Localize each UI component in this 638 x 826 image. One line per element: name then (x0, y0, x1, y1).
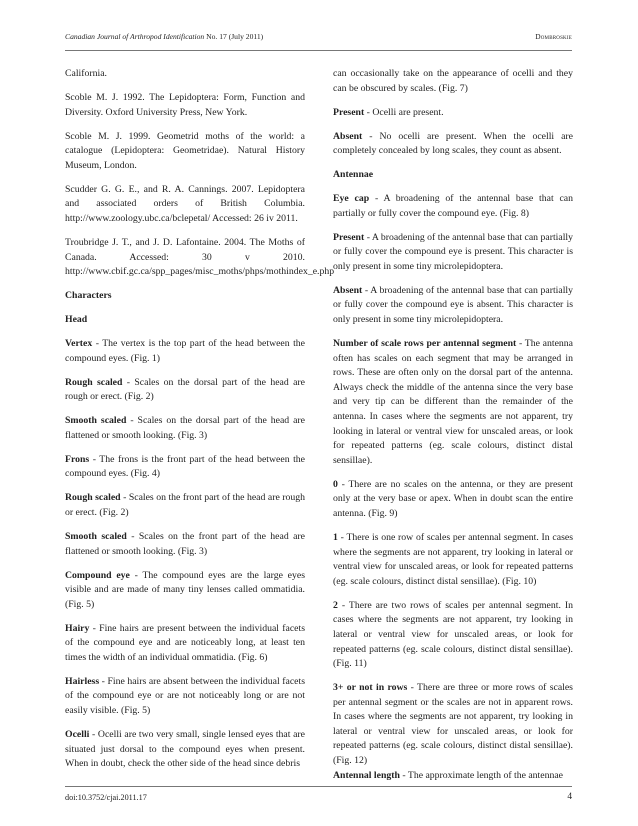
term: Hairy (65, 622, 90, 634)
paragraph (65, 530, 305, 559)
paragraph (65, 675, 305, 719)
paragraph-text: - No ocelli are present. When the ocelli are completely concealed by long scales, they count as absent. (333, 130, 573, 157)
term: Absent (333, 130, 363, 142)
paragraph (333, 168, 573, 183)
paragraph (65, 337, 305, 366)
paragraph (333, 106, 573, 121)
paragraph (65, 414, 305, 443)
paragraph (65, 622, 305, 666)
paragraph (65, 569, 305, 613)
paragraph (333, 599, 573, 672)
paragraph-text: - The vertex is the top part of the head between the compound eyes. (Fig. 1) (65, 338, 305, 364)
paragraph-text: - Fine hairs are absent between the individual facets of the compound eye or are not noticeably long or are not easily visible. (Fig. 5) (65, 675, 305, 717)
paragraph (65, 91, 305, 120)
paragraph-text: - Ocelli are two very small, single lensed eyes that are situated just dorsal to the compound eyes when present. When in doubt, check the other side of the head since debris (65, 729, 305, 770)
term: Head (65, 314, 88, 326)
term: Vertex (65, 338, 93, 350)
journal-issue: No. 17 (July 2011) (206, 32, 264, 41)
paragraph (333, 192, 573, 221)
paragraph-text: - Scales on the dorsal part of the head are flattened or smooth looking. (Fig. 3) (65, 415, 305, 441)
paragraph-text: - A broadening of the antennal base that can partially or fully cover the compound eye. (Fig. 8) (333, 193, 573, 219)
paragraph-text: - Scales on the front part of the head are rough or erect. (Fig. 2) (65, 492, 306, 518)
page-number: 4 (567, 792, 572, 802)
term: Compound eye (65, 569, 130, 581)
paragraph (65, 289, 305, 304)
paragraph-text: Scudder G. G. E., and R. A. Cannings. 2007. Lepidoptera and associated orders of British Columbia. http://www.zoology.ubc.ca/bclepetal/ Accessed: 26 iv 2011. (65, 183, 305, 224)
paragraph-text: - There are three or more rows of scales per antennal segment or the scales are not in apparent rows. In cases where the segments are not apparent, try looking in lateral or ventral view for unscaled areas, or look for repeated patterns (eg. scale colours, distinct distal sensillae). (Fig. 12) (333, 682, 573, 767)
paragraph (333, 769, 573, 784)
paragraph (65, 183, 305, 227)
paragraph (65, 130, 305, 174)
paragraph (65, 728, 305, 772)
paragraph (65, 67, 305, 82)
paragraph-text: Scoble M. J. 1992. The Lepidoptera: Form, Function and Diversity. Oxford University Press, New York. (65, 91, 305, 118)
footer-rule (65, 786, 572, 787)
term: 2 (333, 599, 338, 611)
term: 1 (333, 531, 338, 543)
running-header (65, 32, 572, 44)
term: Smooth scaled (65, 530, 127, 542)
paragraph-text: - The frons is the front part of the head between the compound eyes. (Fig. 4) (65, 453, 305, 480)
paragraph (333, 231, 573, 275)
term: Rough scaled (65, 492, 121, 504)
paragraph (333, 478, 573, 522)
term: Frons (65, 453, 90, 465)
doi: doi:10.3752/cjai.2011.17 (65, 793, 147, 802)
header-rule (65, 50, 572, 51)
paragraph-text: - The compound eyes are the large eyes visible and are made of many tiny lenses called ommatidia. (Fig. 5) (65, 569, 305, 610)
paragraph-text: - Scales on the front part of the head are flattened or smooth looking. (Fig. 3) (65, 530, 305, 557)
paragraph (65, 491, 305, 520)
paragraph (333, 67, 573, 96)
paragraph-text: - A broadening of the antennal base that can partially or fully cover the compound eye is absent. This character is only present in some tiny microlepidoptera. (333, 284, 573, 326)
term: Smooth scaled (65, 415, 127, 427)
term: Rough scaled (65, 376, 123, 388)
paragraph-text: - Ocelli are present. (364, 106, 444, 118)
paragraph (65, 453, 305, 482)
paragraph-text: Scoble M. J. 1999. Geometrid moths of the world: a catalogue (Lepidoptera: Geometridae). Natural History Museum, London. (65, 130, 305, 171)
author-name: Dombroskie (535, 32, 572, 41)
term: Characters (65, 290, 112, 302)
paragraph (65, 236, 335, 280)
paragraph (65, 376, 305, 405)
paragraph-text: California. (65, 68, 107, 79)
term: Present (333, 231, 365, 243)
paragraph-text: - There is one row of scales per antennal segment. In cases where the segments are not apparent, try looking in lateral or ventral view for unscaled areas, or look for repeated patterns (eg. scale colours, distinct distal sensillae). (Fig. 10) (333, 531, 573, 587)
paragraph (333, 130, 573, 159)
paragraph-text: - There are no scales on the antenna, or they are present only at the very base or apex. When in doubt scan the entire antenna. (Fig. 9) (333, 478, 573, 519)
left-column (65, 67, 335, 781)
paragraph (65, 313, 305, 328)
paragraph-text: - The approximate length of the antennae (399, 769, 563, 781)
paragraph-text: - There are two rows of scales per antennal segment. In cases where the segments are not apparent, try looking in lateral or ventral view for unscaled areas, or look for repeated patterns (eg. scale colours, distinct distal sensillae). (Fig. 11) (333, 599, 573, 670)
paragraph (333, 531, 573, 589)
paragraph (333, 337, 573, 468)
term: 0 (333, 478, 338, 490)
term: Hairless (65, 675, 100, 687)
paragraph-text: Troubridge J. T., and J. D. Lafontaine. 2004. The Moths of Canada. Accessed: 30 v 2010. http://www.cbif.gc.ca/spp_pages/misc_moths/phps/mothindex_e.php (65, 236, 335, 278)
paragraph (333, 681, 573, 769)
paragraph-text: - Scales on the dorsal part of the head are rough or erect. (Fig. 2) (65, 376, 305, 403)
paragraph (333, 284, 573, 328)
term: Antennae (333, 169, 374, 181)
term: Antennal length (333, 769, 400, 781)
paragraph-text: can occasionally take on the appearance of ocelli and they can be obscured by scales. (Fig. 7) (333, 68, 573, 94)
term: Absent (333, 284, 363, 296)
term: 3+ or not in rows (333, 682, 408, 694)
paragraph-text: - A broadening of the antennal base that can partially or fully cover the compound eye is present. This character is only present in some tiny microlepidoptera. (333, 231, 573, 272)
paragraph-text: - The antenna often has scales on each segment that may be arranged in rows. These are often only on the dorsal part of the antenna. Always check the middle of the antenna since the very base and very tip can be different than the remainder of the antenna. In cases where the segments are not apparent, try looking in lateral or ventral view for unscaled areas, or look for repeated patterns (eg. scale colours, distinct distal sensillae). (333, 338, 574, 466)
term: Eye cap (333, 193, 370, 205)
right-column (333, 67, 573, 793)
term: Ocelli (65, 729, 90, 741)
journal-name: Canadian Journal of Arthropod Identification (65, 32, 205, 41)
term: Number of scale rows per antennal segment (333, 338, 517, 350)
paragraph-text: - Fine hairs are present between the individual facets of the compound eye and are noticeably long, at least ten times the width of an individual ommatidia. (Fig. 6) (65, 622, 305, 663)
term: Present (333, 106, 365, 118)
journal-citation (65, 32, 263, 41)
